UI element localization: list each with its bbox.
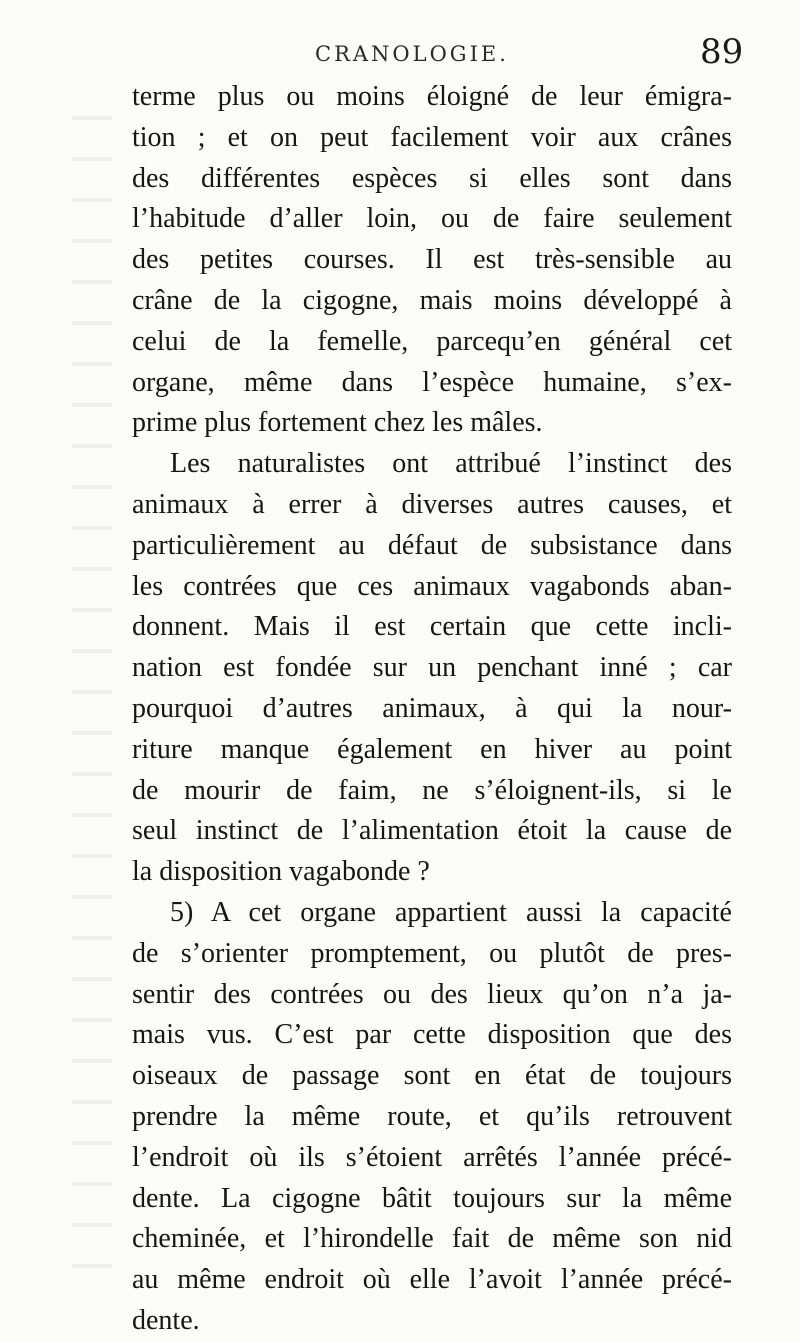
text-line: donnent. Mais il est certain que cette incli-: [132, 611, 732, 643]
text-line: l’habitude d’aller loin, ou de faire seulement: [132, 203, 732, 235]
text-line: de mourir de faim, ne s’éloignent-ils, si le: [132, 774, 732, 806]
text-line: crâne de la cigogne, mais moins développé à: [132, 284, 732, 316]
text-line: 5) A cet organe appartient aussi la capacité: [170, 896, 732, 928]
text-line: la disposition vagabonde ?: [132, 856, 430, 888]
text-line: au même endroit où elle l’avoit l’année précé-: [132, 1264, 732, 1296]
text-line: particulièrement au défaut de subsistance dans: [132, 529, 732, 561]
text-line: seul instinct de l’alimentation étoit la cause de: [132, 815, 732, 847]
text-line: organe, même dans l’espèce humaine, s’ex-: [132, 366, 732, 398]
text-line: pourquoi d’autres animaux, à qui la nour-: [132, 692, 732, 724]
text-line: nation est fondée sur un penchant inné ; car: [132, 652, 732, 684]
text-line: oiseaux de passage sont en état de toujours: [132, 1060, 732, 1092]
page-number: 89: [700, 32, 744, 72]
page-header: [0, 32, 800, 82]
text-line: Les naturalistes ont attribué l’instinct des: [170, 448, 732, 480]
text-line: celui de la femelle, parcequ’en général cet: [132, 325, 732, 357]
text-line: des différentes espèces si elles sont dans: [132, 162, 732, 194]
text-line: prendre la même route, et qu’ils retrouvent: [132, 1100, 732, 1132]
text-line: cheminée, et l’hirondelle fait de même son nid: [132, 1223, 732, 1255]
text-line: sentir des contrées ou des lieux qu’on n’a ja-: [132, 978, 732, 1010]
text-line: mais vus. C’est par cette disposition que des: [132, 1019, 732, 1051]
text-line: prime plus fortement chez les mâles.: [132, 407, 543, 439]
text-line: des petites courses. Il est très-sensible au: [132, 244, 732, 276]
running-title: CRANOLOGIE.: [315, 42, 509, 66]
text-line: l’endroit où ils s’étoient arrêtés l’année précé-: [132, 1141, 732, 1173]
body-text: [132, 77, 732, 1342]
text-line: animaux à errer à diverses autres causes, et: [132, 488, 732, 520]
show-through-shadow: [72, 90, 112, 1270]
text-line: terme plus ou moins éloigné de leur émigra-: [132, 81, 732, 112]
text-line: les contrées que ces animaux vagabonds aban-: [132, 570, 732, 602]
text-line: dente.: [132, 1304, 200, 1336]
text-line: dente. La cigogne bâtit toujours sur la même: [132, 1182, 732, 1214]
text-line: de s’orienter promptement, ou plutôt de pres-: [132, 937, 732, 969]
text-line: riture manque également en hiver au point: [132, 733, 732, 765]
text-line: tion ; et on peut facilement voir aux crânes: [132, 121, 732, 153]
